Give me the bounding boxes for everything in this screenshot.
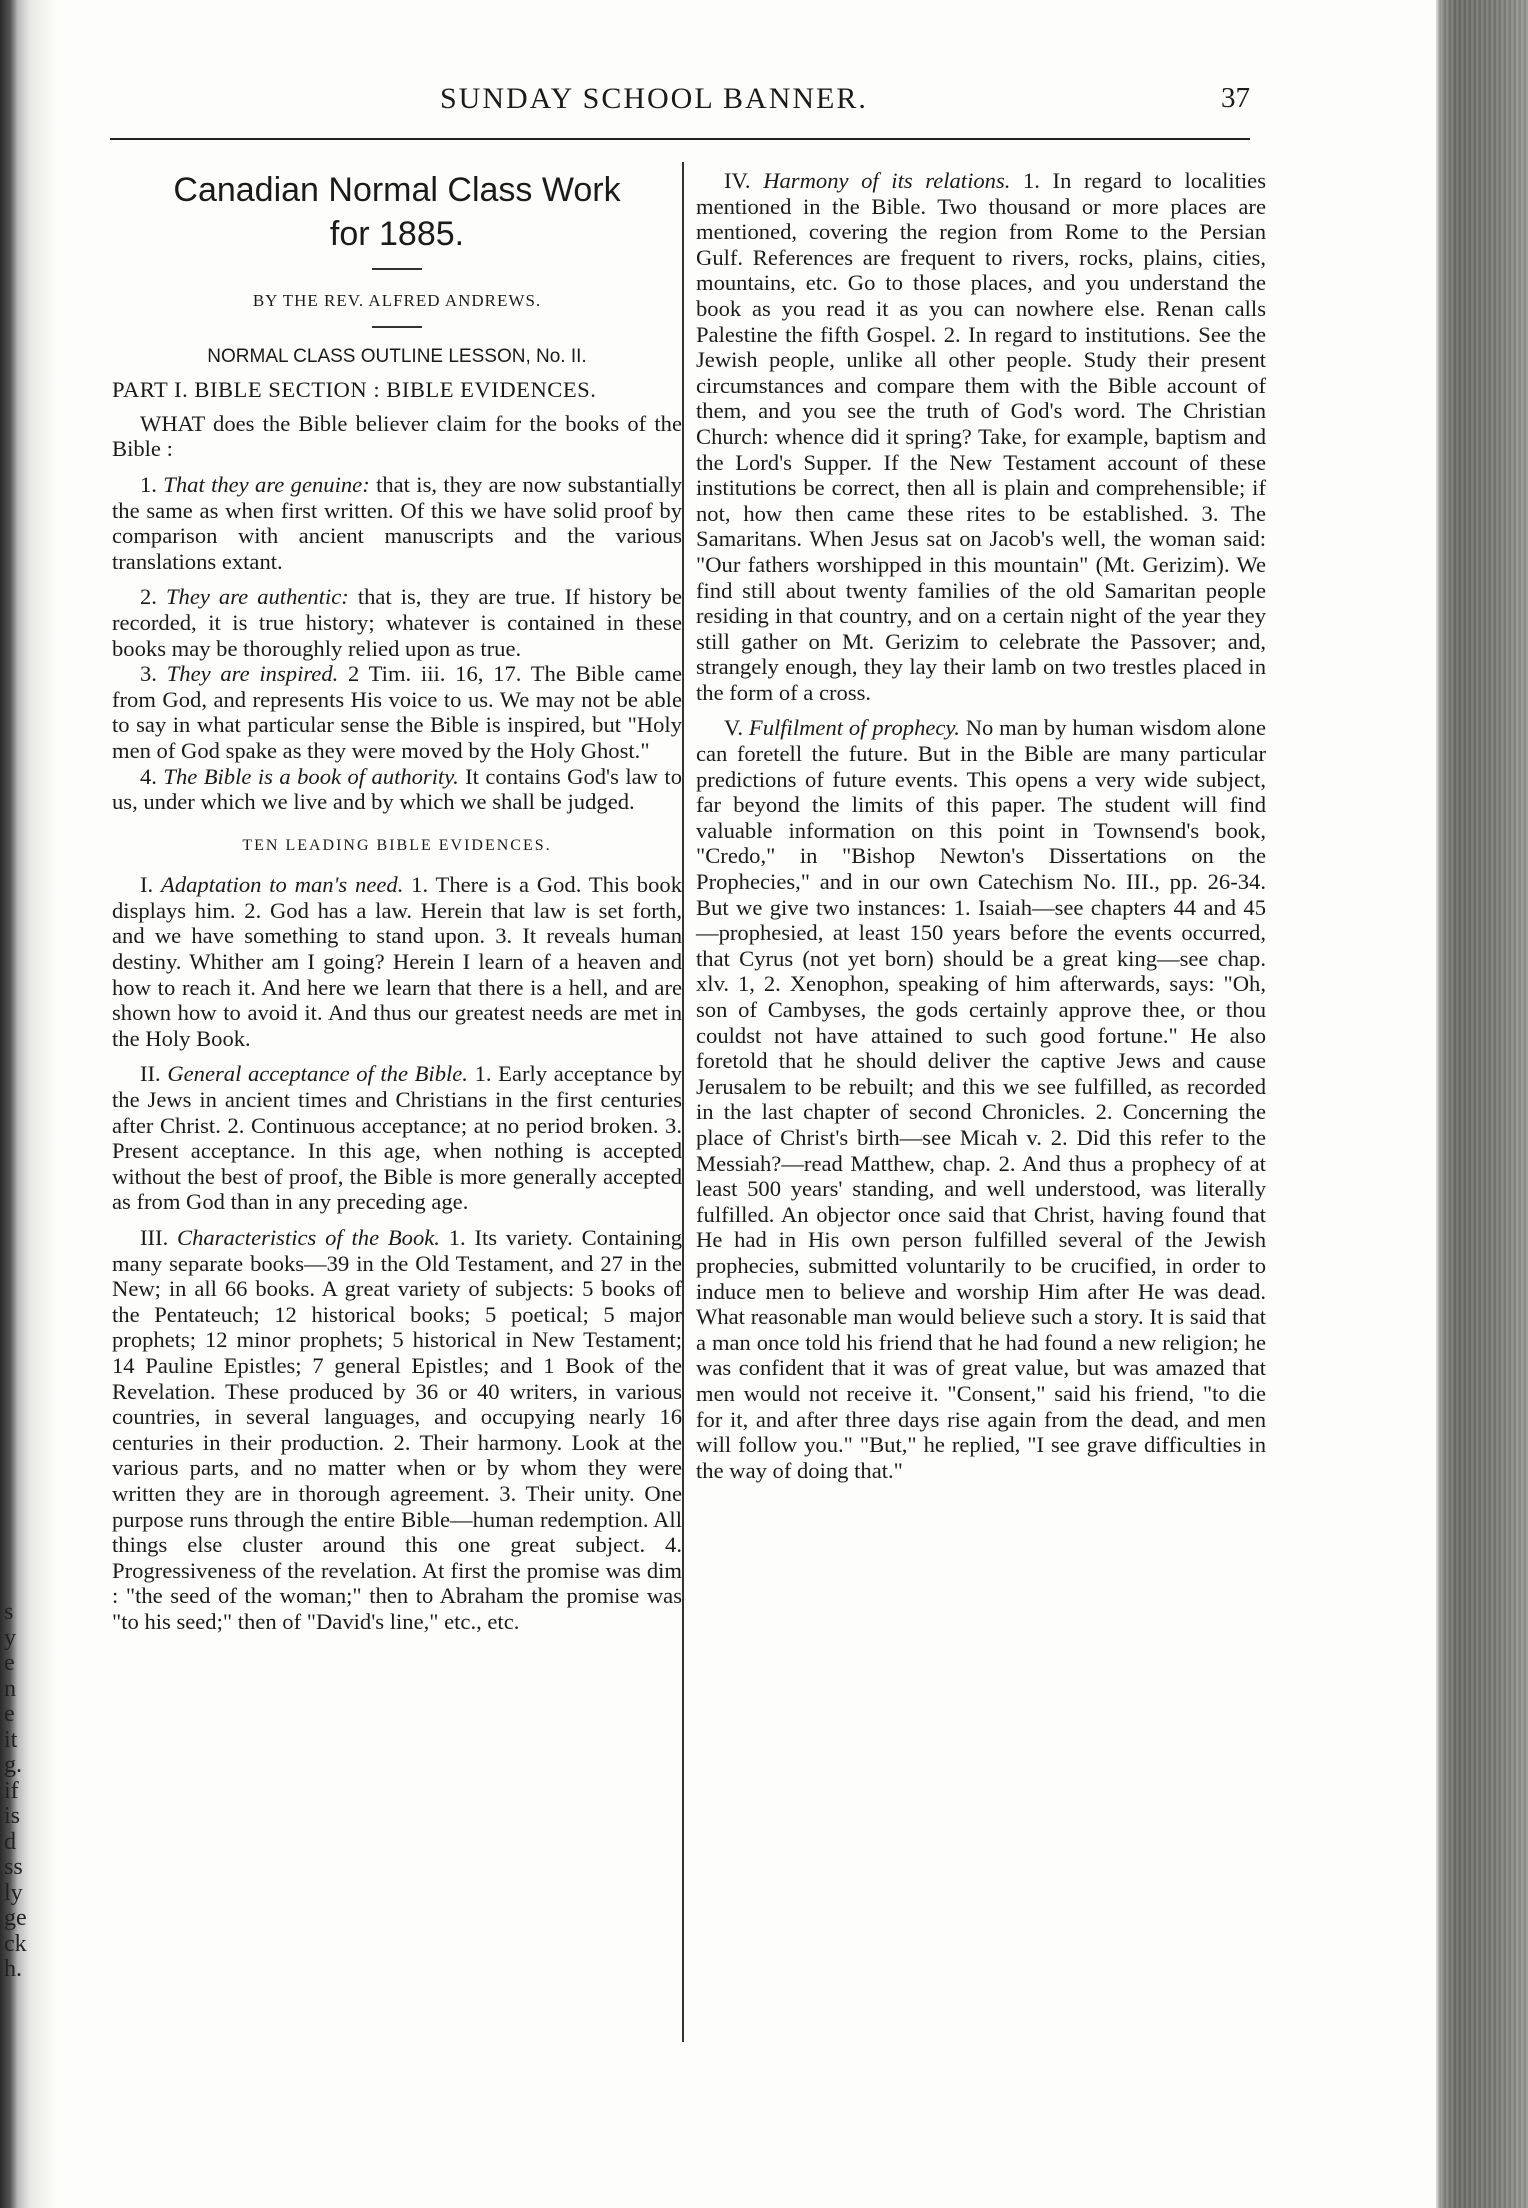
margin-fragment: h. <box>4 1956 22 1982</box>
part-heading: PART I. BIBLE SECTION : BIBLE EVIDENCES. <box>112 377 597 403</box>
evidence-3: III. Characteristics of the Book. 1. Its variety. Containing many separate books—39 in the Old Testament, and 27 in the New; in all 66 books. A great variety of subjects: 5 books of the Pentateuch; 12 historical books; 5 poetical; 5 major prophets; 12 minor prophets; 5 historical in New Testament; 14 Pauline Epistles; 7 general Epistles; and 1 Book of the Revelation. These produced by 36 or 40 writers, in various countries, in several languages, and occupying nearly 16 centuries in their production. 2. Their harmony. Look at the various parts, and no matter when or by whom they were written they are in thorough agreement. 3. Their unity. One purpose runs through the entire Bible—human redemption. All things else cluster around this one great subject. 4. Progressiveness of the revelation. At first the promise was dim : "the seed of the woman;" then to Abraham the promise was "to his seed;" then of "David's line," etc., etc. <box>112 1225 682 1634</box>
byline: BY THE REV. ALFRED ANDREWS. <box>252 291 542 310</box>
margin-fragment: e <box>4 1701 15 1727</box>
margin-fragments <box>4 1600 28 1983</box>
claim-2: 2. They are authentic: that is, they are true. If history be recorded, it is true history; whatever is contained in these books may be thoroughly relied upon as true. <box>112 584 682 661</box>
page-header <box>110 82 1250 132</box>
right-column <box>696 168 1266 1483</box>
header-rule <box>110 138 1250 140</box>
claim-3: 3. They are inspired. 2 Tim. iii. 16, 17. The Bible came from God, and represents His voice to us. We may not be able to say in what particular sense the Bible is inspired, but "Holy men of God spake as they were moved by the Holy Ghost." <box>112 661 682 763</box>
margin-fragment: d <box>4 1828 16 1855</box>
column-divider <box>682 162 684 2042</box>
margin-fragment: ge <box>4 1905 27 1931</box>
left-column <box>112 168 682 1635</box>
evidence-4: IV. Harmony of its relations. 1. In regard to localities mentioned in the Bible. Two thousand or more places are mentioned, covering the region from Rome to the Persian Gulf. References are frequent to rivers, rocks, plains, cities, mountains, etc. Go to those places, and you understand the book as you read it as you can nowhere else. Renan calls Palestine the fifth Gospel. 2. In regard to institutions. See the Jewish people, unlike all other people. Study their present circumstances and compare them with the Bible account of them, and you see the truth of God's word. The Christian Church: whence did it spring? Take, for example, baptism and the Lord's Supper. If the New Testament account of these institutions be correct, then all is plain and comprehensible; if not, how then came these rites to be established. 3. The Samaritans. When Jesus sat on Jacob's well, the woman said: "Our fathers worshipped in this mountain" (Mt. Gerizim). We find still about twenty families of the old Samaritan people residing in that country, and on a certain night of the year they still gather on Mt. Gerizim to celebrate the Passover; and, strangely enough, they lay their lamb on two trestles placed in the form of a cross. <box>696 168 1267 705</box>
margin-fragment: y <box>4 1624 16 1651</box>
evidence-2: II. General acceptance of the Bible. 1. Early acceptance by the Jews in ancient times and Christians in the first centuries after Christ. 2. Continuous acceptance; at no period broken. 3. Present acceptance. In this age, when nothing is accepted without the best of proof, the Bible is more generally accepted as from God than in any preceding age. <box>112 1061 682 1215</box>
page-number: 37 <box>1221 82 1250 114</box>
margin-fragment: it <box>4 1726 18 1753</box>
title-line-1: Canadian Normal Class Work <box>173 171 621 209</box>
evidence-1: I. Adaptation to man's need. 1. There is a God. This book displays him. 2. God has a law. Herein that law is set forth, and we have something to stand upon. 3. It reveals human destiny. Whither am I going? Herein I learn of a heaven and how to reach it. And here we learn that there is a hell, and are shown how to avoid it. And thus our greatest needs are met in the Holy Book. <box>112 872 682 1051</box>
lesson-heading: NORMAL CLASS OUTLINE LESSON, No. II. <box>207 345 587 367</box>
claim-1: 1. That they are genuine: that is, they are now substantially the same as when first written. Of this we have solid proof by comparison with ancient manuscripts and the various translations extant. <box>112 471 683 574</box>
margin-fragment: ck <box>4 1930 27 1957</box>
evidences-heading: TEN LEADING BIBLE EVIDENCES. <box>242 836 552 854</box>
evidence-5: V. Fulfilment of prophecy. No man by human wisdom alone can foretell the future. But in the Bible are many particular predictions of future events. This opens a very wide subject, far beyond the limits of this paper. The student will find valuable information on this point in Townsend's book, "Credo," in "Bishop Newton's Dissertations on the Prophecies," and in our own Catechism No. III., pp. 26-34. But we give two instances: 1. Isaiah—see chapters 44 and 45—prophesied, at least 150 years before the events occurred, that Cyrus (not yet born) should be a great king—see chap. xlv. 1, 2. Xenophon, speaking of him afterwards, says: "Oh, son of Cambyses, the gods certainly approve thee, or thou couldst not have attained to such good fortune." He also foretold that he should deliver the captive Jews and cause Jerusalem to be rebuilt; and this we see fulfilled, as recorded in the last chapter of second Chronicles. 2. Concerning the place of Christ's birth—see Micah v. 2. Did this refer to the Messiah?—read Matthew, chap. 2. And thus a prophecy of at least 500 years' standing, and well understood, was literally fulfilled. An objector once said that Christ, having found that He had in His own person fulfilled several of the Jewish prophecies, submitted voluntarily to be crucified, in order to induce men to believe and worship Him after He was dead. What reasonable man would believe such a story. It is said that a man once told his friend that he had found a new religion; he was confident that it was of great value, but was amazed that men would not receive it. "Consent," said his friend, "to die for it, and after three days rise again from the dead, and men will follow you." "But," he replied, "I see grave difficulties in the way of doing that." <box>696 715 1266 1483</box>
intro-paragraph: WHAT does the Bible believer claim for the books of the Bible : <box>112 410 682 462</box>
running-title: SUNDAY SCHOOL BANNER. <box>440 82 868 115</box>
margin-fragment: e <box>4 1650 15 1676</box>
margin-fragment: ly <box>4 1879 23 1906</box>
margin-fragment: s <box>4 1599 14 1625</box>
margin-fragment: is <box>4 1803 21 1829</box>
byline-rule <box>372 326 422 328</box>
claim-4: 4. The Bible is a book of authority. It contains God's law to us, under which we live and by which we shall be judged. <box>112 763 682 815</box>
title-rule <box>372 268 422 270</box>
book-spine <box>1436 0 1528 2208</box>
margin-fragment: if <box>4 1777 19 1804</box>
margin-fragment: ss <box>4 1854 23 1880</box>
margin-fragment: g. <box>4 1752 22 1778</box>
article-title <box>112 168 682 256</box>
title-line-2: for 1885. <box>329 215 465 253</box>
margin-fragment: n <box>4 1675 16 1702</box>
